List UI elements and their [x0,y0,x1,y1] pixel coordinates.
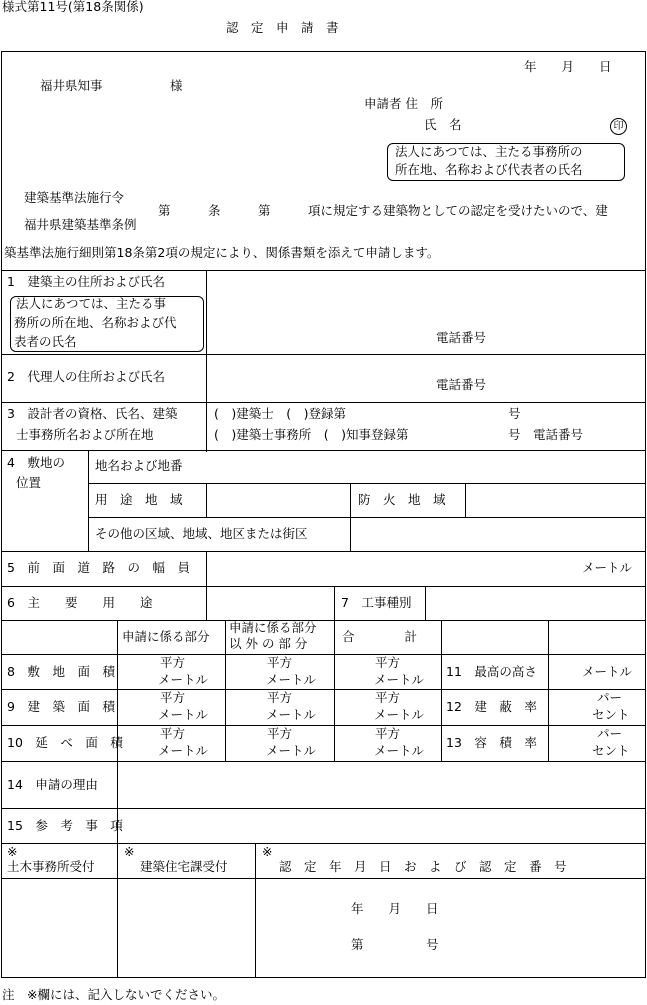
owner-note-2: 務所の所在地、名称および代 [14,315,177,330]
unit-sqm-b: メートル [158,672,209,687]
use-zone-label: 用 途 地 域 [95,492,183,507]
designer-office: ( )建築士事務所 ( )知事登録第 [214,427,409,442]
reason-label: 14 申請の理由 [7,777,98,792]
remarks-label: 15 参 考 事 項 [7,818,123,833]
designer-office-no: 号 電話番号 [508,427,584,442]
col-other-header-1: 申請に係る部分 [229,620,317,635]
site-address-label: 地名および地番 [95,458,183,473]
office-mark: ※ [124,844,135,859]
form-number: 様式第11号(第18条関係) [2,0,144,14]
unit-sqm-b: メートル [266,672,317,687]
certification-date: 年 月 日 [351,901,439,916]
addressee: 福井県知事 [40,78,103,93]
unit-pct-a: パー [597,690,623,705]
unit-pct-b: セント [592,743,630,758]
site-label-2: 位置 [16,475,42,490]
owner-phone-label: 電話番号 [436,330,487,345]
unit-sqm-a: 平方 [267,655,293,670]
addressee-honorific: 様 [170,78,183,93]
unit-sqm-b: メートル [374,707,425,722]
max-height-unit: メートル [582,664,633,679]
unit-sqm-a: 平方 [375,726,401,741]
intro-sentence-2: 築基準法施行細則第18条第2項の規定により、関係書類を添えて申請します。 [4,245,440,260]
unit-sqm-a: 平方 [160,690,186,705]
unit-sqm-b: メートル [374,743,425,758]
site-label-1: 4 敷地の [7,455,65,470]
footnote: 注 ※欄には、記入しないでください。 [2,987,225,1002]
road-width-label: 5 前 面 道 路 の 幅 員 [7,560,190,575]
building-area-label: 9 建 築 面 積 [7,699,115,714]
unit-sqm-b: メートル [158,743,209,758]
fire-zone-label: 防 火 地 域 [358,492,446,507]
law-name-2: 福井県建築基準条例 [24,217,137,232]
site-area-label: 8 敷 地 面 積 [7,664,115,679]
work-type-label: 7 工事種別 [341,595,412,610]
designer-license: ( )建築士 ( )登録第 [214,406,347,421]
designer-label-1: 3 設計者の資格、氏名、建築 [7,406,178,421]
col-total-header: 合 計 [342,629,418,644]
max-height-label: 11 最高の高さ [446,664,537,679]
designer-license-no: 号 [508,406,521,421]
application-date: 年 月 日 [524,59,612,74]
owner-note-3: 表者の氏名 [14,334,77,349]
unit-pct-b: セント [592,707,630,722]
agent-label: 2 代理人の住所および氏名 [7,369,165,384]
certification-label: 認 定 年 月 日 お よ び 認 定 番 号 [279,859,567,874]
unit-sqm-b: メートル [266,743,317,758]
designer-label-2: 士事務所名および所在地 [16,427,154,442]
applicant-address-label: 申請者 住 所 [364,96,443,111]
col-apply-header: 申請に係る部分 [122,629,210,644]
certification-number: 第 号 [351,937,439,952]
unit-pct-a: パー [597,726,623,741]
corp-note-line2: 所在地、名称および代表者の氏名 [395,162,583,177]
road-width-unit: メートル [582,560,633,575]
owner-label: 1 建築主の住所および氏名 [7,274,165,289]
unit-sqm-a: 平方 [267,726,293,741]
kenchiku-receipt-label: 建築住宅課受付 [140,859,228,874]
unit-sqm-b: メートル [158,707,209,722]
intro-sentence: 第 条 第 項に規定する建築物としての認定を受けたいので、建 [158,203,608,218]
office-mark: ※ [262,844,273,859]
floor-area-ratio-label: 13 容 積 率 [446,735,537,750]
other-zone-label: その他の区域、地域、地区または街区 [95,526,308,541]
doboku-receipt-label: 土木事務所受付 [7,859,95,874]
floor-area-label: 10 延 べ 面 積 [7,735,123,750]
unit-sqm-a: 平方 [160,655,186,670]
seal-icon: 印 [610,118,627,135]
coverage-ratio-label: 12 建 蔽 率 [446,699,537,714]
office-mark: ※ [7,844,18,859]
corp-note-line1: 法人にあつては、主たる事務所の [395,144,583,159]
law-name-1: 建築基準法施行令 [24,190,125,205]
main-use-label: 6 主 要 用 途 [7,595,153,610]
col-other-header-2: 以 外 の 部 分 [229,636,308,651]
unit-sqm-a: 平方 [160,726,186,741]
unit-sqm-a: 平方 [267,690,293,705]
unit-sqm-a: 平方 [375,655,401,670]
unit-sqm-a: 平方 [375,690,401,705]
unit-sqm-b: メートル [374,672,425,687]
unit-sqm-b: メートル [266,707,317,722]
form-title: 認 定 申 請 書 [226,20,339,35]
owner-note-1: 法人にあつては、主たる事 [16,296,167,311]
applicant-name-label: 氏 名 [424,117,462,132]
agent-phone-label: 電話番号 [436,377,487,392]
